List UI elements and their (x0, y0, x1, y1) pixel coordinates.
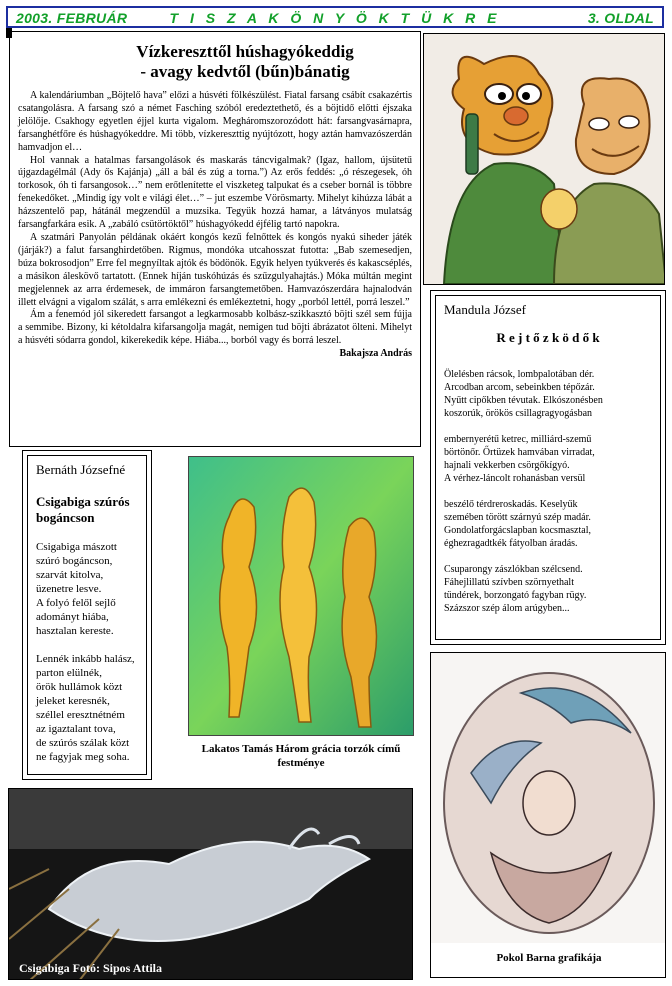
snail-photo-drawing (9, 789, 413, 980)
poem-box-rejtozkodok (430, 290, 666, 645)
article-title-line2: - avagy kedvtől (bűn)bánatig (140, 62, 350, 81)
page-header (6, 6, 664, 28)
cartoon-illustration (423, 33, 665, 285)
poem-title: R e j t ő z k ö d ő k (496, 330, 600, 345)
poem-inner (27, 455, 147, 775)
header-title: T I S Z A K Ö N Y Ö K T Ü K R E (169, 10, 501, 26)
poem-inner (435, 295, 661, 640)
article-title (78, 42, 412, 82)
header-date: 2003. FEBRUÁR (16, 10, 128, 26)
graphic-caption: Pokol Barna grafikája (496, 952, 602, 964)
poem-title: Csigabiga szúrós bogáncson (36, 494, 130, 525)
article-paragraph (18, 309, 412, 360)
graphic-artwork (430, 652, 666, 978)
poem-lines: Ölelésben rácsok, lombpalotában dér. Arcodban arcom, sebeinkben tépőzár. Nyűtt cipőkben tévutak. Elkószonésben koszorúk, örökös csillagragyogásban embernyerétű ketrec, milliárd-szemű börtönőr. Őrtüzek hamvában virradat, hajnali vekkerben csörgőkígyó. A vérhez-láncolt rohanásban versül beszélő térdreroskadás. Keselyűk szemében törött szárnyú szép madár. Gondolatforgácslapban kocsmasztal, éghezragadtkék fátyolban áradás. Csuparongy zászlókban szélcsend. Fáhejlillatú szívben szörnyethalt tündérek, borzongató fagyban rügy. Százszor szép álom arúgyben... (444, 369, 603, 614)
cartoon-drawing (424, 34, 665, 285)
article-body (18, 90, 412, 360)
main-article (9, 31, 421, 447)
poem-box-csigabiga (22, 450, 152, 780)
photo-caption: Csigabiga Fotó: Sipos Attila (19, 961, 163, 975)
painting-caption: Lakatos Tamás Három grácia torzók című festménye (201, 743, 401, 769)
painting-drawing (189, 457, 414, 736)
poem-author: Mandula József (444, 302, 526, 317)
article-paragraph: A szatmári Panyolán példának okáért kongós kezű felnőttek és kongós nyakú siheder játék (járják?) a falut farsanghirdetőben. Rigmus, mondóka utcahosszat futotta: „Bab szemesedjen, búza bokrosodjon” Erre fel megnyíltak ajtók és bödönök. Egyik helyen tyúkverés és kakascséplés, a másikon áleskövő tartatott. (Ennek híján tuskóhúzás és szűzgulyahajtás.) Móka múltán megint megjelennek az arra érdemesek, de immáron farsangtemetőben. Hamvazószerdára hajnalodván illett elvágni a vigalom szálát, s arra emlékezni és emlékeztetni, hogy „porból lettél, porrá leszel.” (18, 231, 412, 308)
poem-lines: Csigabiga mászott szúró bogáncson, szarvát kitolva, üzenetre lesve. A folyó felől sejlő adományt hiába, hasztalan kereste. Lennék inkább halász, parton elülnék, örök hullámok közt jeleket keresnék, széllel eresztnétném az igaztalant tova, de szúrós szálak közt ne fagyjak meg soha. (36, 541, 135, 763)
article-author: Bakajsza András (339, 348, 412, 360)
header-page-number: 3. OLDAL (587, 10, 654, 26)
article-paragraph: A kalendáriumban „Böjtelő hava” előzi a húsvéti fölkészülést. Fiatal farsang csábít csakazértis csatangolásra. A farsang szó a német Fasching szóból eredeztethető, és a böjtidő előtti éjszaka jelölője. Csakhogy egyetlen éjjel kurta vigalom. Megháromszorozódott hát: farsangvasárnapra, farsanghétfőre és húshagyókeddre. Mi több, vízkereszttig nyújtózott, hogy aztán hamvazószerdán hamvadjon el… (18, 90, 412, 153)
article-paragraph-last: Ám a fenemód jól sikeredett farsangot a legkarmosabb kolbász-szikkasztó böjti szél sem fújja a semmibe. Bizony, ki kétoldalra kifarsangolja magát, nemigen tud böjti ábrázatot ölteni. Mihelyt a húsvéti sódarra gondol, kikerekedik képe. Hiába..., borból vagy és borrá leszel. (18, 309, 412, 347)
poem-author: Bernáth Józsefné (36, 462, 126, 477)
painting-three-graces (188, 456, 414, 736)
graphic-drawing (431, 653, 666, 943)
article-title-line1: Vízkereszttől húshagyókeddig (136, 42, 354, 61)
article-paragraph: Hol vannak a hatalmas farsangolások és maskarás táncvigalmak? (Igaz, hallom, újsütetű újgazdagélmál (Ady ős Kajánja) „áll a bál és zúg a torna.”) Az erős feddés: „ó részegesek, óh torkosok, óh ti farsangosok…” nem erőtlenítette el viszketeg talpukat és a cseber bornál is többre fenekedőket. „Mindig így volt e világi élet…” – jut eszembe Vörösmarty. Mihelyt kihúzza lábát a házszentelő pap, hátánál megzendül a muzsika. Tegyük hozzá hamar, a látványos mulatság farsangfarkára esik. A „zabáló csütörtöktől” húshagyókedd éjfélig tartó napokra. (18, 154, 412, 231)
snail-photo (8, 788, 413, 980)
